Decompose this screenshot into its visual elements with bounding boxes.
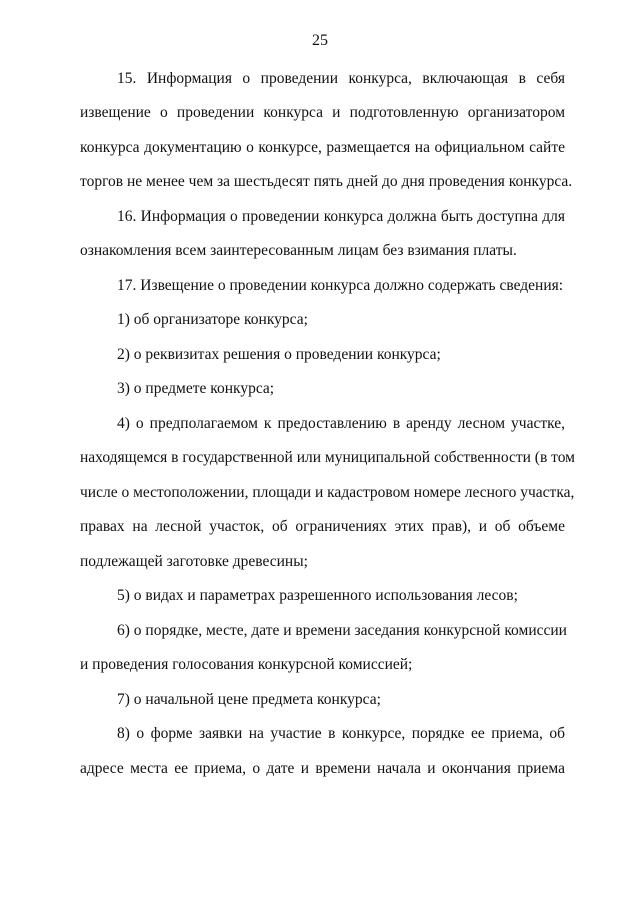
- text-line: 16. Информация о проведении конкурса должна быть доступна для: [117, 208, 565, 225]
- text-line: и проведения голосования конкурсной комиссией;: [80, 656, 413, 673]
- text-line: 15. Информация о проведении конкурса, включающая в себя: [117, 70, 565, 87]
- text-line: 6) о порядке, месте, дате и времени заседания конкурсной комиссии: [117, 622, 567, 639]
- text-line: извещение о проведении конкурса и подготовленную организатором: [80, 104, 565, 121]
- text-line: числе о местоположении, площади и кадастровом номере лесного участка,: [80, 484, 575, 501]
- text-line: торгов не менее чем за шестьдесят пять дней до дня проведения конкурса.: [80, 173, 573, 190]
- text-line: 8) о форме заявки на участие в конкурсе, порядке ее приема, об: [117, 725, 565, 742]
- text-line: конкурса документацию о конкурсе, размещается на официальном сайте: [80, 139, 565, 156]
- text-line: 1) об организаторе конкурса;: [117, 311, 308, 328]
- text-line: 2) о реквизитах решения о проведении конкурса;: [117, 346, 441, 363]
- text-line: 17. Извещение о проведении конкурса должно содержать сведения:: [117, 277, 564, 294]
- text-line: адресе места ее приема, о дате и времени начала и окончания приема: [80, 760, 565, 777]
- text-line: правах на лесной участок, об ограничениях этих прав), и об объеме: [80, 518, 565, 535]
- text-line: подлежащей заготовке древесины;: [80, 553, 308, 570]
- text-line: находящемся в государственной или муниципальной собственности (в том: [80, 449, 575, 466]
- text-line: ознакомления всем заинтересованным лицам без взимания платы.: [80, 242, 517, 259]
- page-number: 25: [312, 32, 328, 49]
- text-line: 7) о начальной цене предмета конкурса;: [117, 691, 381, 708]
- text-line: 5) о видах и параметрах разрешенного использования лесов;: [117, 587, 518, 604]
- text-line: 3) о предмете конкурса;: [117, 380, 275, 397]
- text-line: 4) о предполагаемом к предоставлению в аренду лесном участке,: [117, 415, 565, 432]
